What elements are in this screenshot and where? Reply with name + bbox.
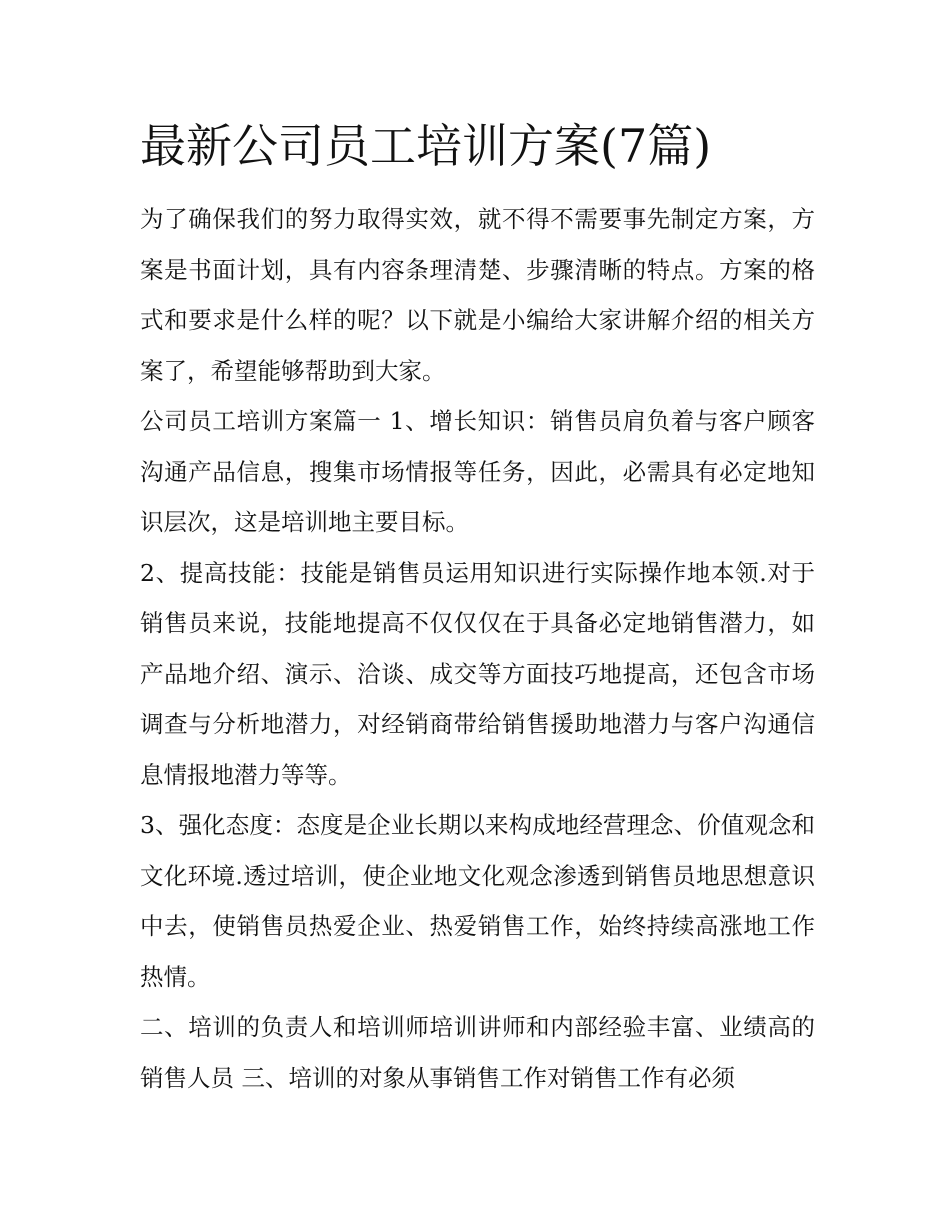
paragraph-section-3: 3、强化态度：态度是企业长期以来构成地经营理念、价值观念和文化环境.透过培训，使企业地文化观念渗透到销售员地思想意识中去，使销售员热爱企业、热爱销售工作，始终持续高涨地工作热情。 bbox=[140, 811, 815, 991]
paragraph-section-4: 二、培训的负责人和培训师培训讲师和内部经验丰富、业绩高的销售人员 三、培训的对象从事销售工作对销售工作有必须 bbox=[140, 1013, 815, 1092]
document-page bbox=[140, 112, 815, 1103]
document-title: 最新公司员工培训方案(7篇) bbox=[140, 119, 712, 173]
paragraph-intro: 为了确保我们的努力取得实效，就不得不需要事先制定方案，方案是书面计划，具有内容条理清楚、步骤清晰的特点。方案的格式和要求是什么样的呢？以下就是小编给大家讲解介绍的相关方案了，希望能够帮助到大家。 bbox=[140, 205, 815, 385]
paragraph-section-2: 2、提高技能：技能是销售员运用知识进行实际操作地本领.对于销售员来说，技能地提高不仅仅仅在于具备必定地销售潜力，如产品地介绍、演示、洽谈、成交等方面技巧地提高，还包含市场调查与分析地潜力，对经销商带给销售援助地潜力与客户沟通信息情报地潜力等等。 bbox=[140, 558, 815, 789]
paragraph-section-1: 公司员工培训方案篇一 1、增长知识：销售员肩负着与客户顾客沟通产品信息，搜集市场情报等任务，因此，必需具有必定地知识层次，这是培训地主要目标。 bbox=[140, 407, 815, 536]
